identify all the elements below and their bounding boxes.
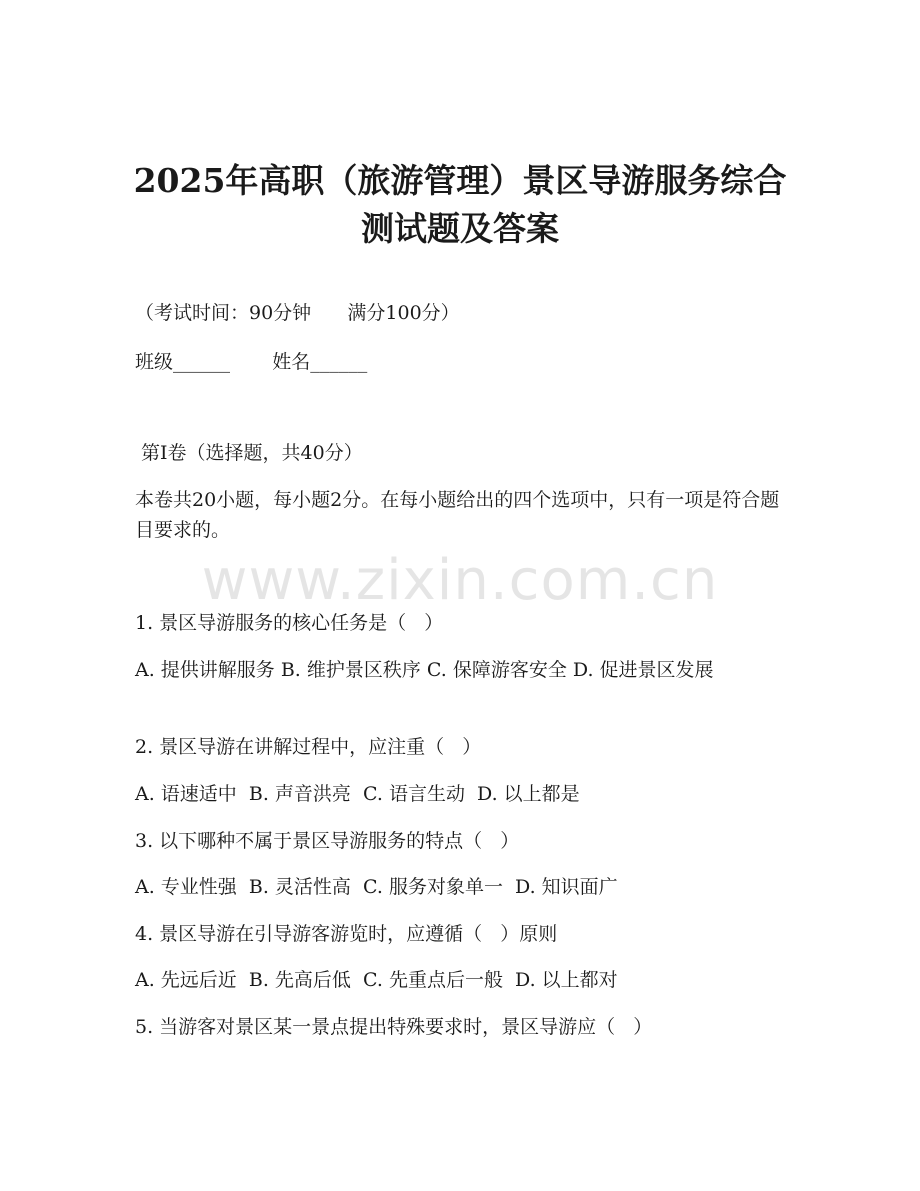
- question-4-stem: 4. 景区导游在引导游客游览时，应遵循（ ）原则: [135, 923, 558, 945]
- question-1-options: A. 提供讲解服务 B. 维护景区秩序 C. 保障游客安全 D. 促进景区发展: [135, 659, 714, 681]
- question-2-stem: 2. 景区导游在讲解过程中，应注重（ ）: [135, 736, 482, 758]
- question-4-options: A. 先远后近 B. 先高后低 C. 先重点后一般 D. 以上都对: [135, 969, 618, 991]
- section-instructions: 本卷共20小题，每小题2分。在每小题给出的四个选项中，只有一项是符合题目要求的。: [135, 489, 780, 541]
- question-3-stem: 3. 以下哪种不属于景区导游服务的特点（ ）: [135, 830, 520, 852]
- question-5-stem: 5. 当游客对景区某一景点提出特殊要求时，景区导游应（ ）: [135, 1016, 653, 1038]
- question-1-stem: 1. 景区导游服务的核心任务是（ ）: [135, 612, 444, 634]
- question-2-options: A. 语速适中 B. 声音洪亮 C. 语言生动 D. 以上都是: [135, 783, 580, 805]
- section-heading: 第I卷（选择题，共40分）: [135, 442, 363, 464]
- document-title-line-1: 2025年高职（旅游管理）景区导游服务综合: [133, 161, 787, 200]
- exam-info: （考试时间：90分钟 满分100分）: [135, 302, 460, 324]
- watermark: www.zixin.com.cn: [201, 548, 719, 613]
- class-name-fields: 班级______ 姓名______: [135, 351, 368, 373]
- document-title-line-2: 测试题及答案: [361, 209, 559, 248]
- question-3-options: A. 专业性强 B. 灵活性高 C. 服务对象单一 D. 知识面广: [135, 876, 618, 898]
